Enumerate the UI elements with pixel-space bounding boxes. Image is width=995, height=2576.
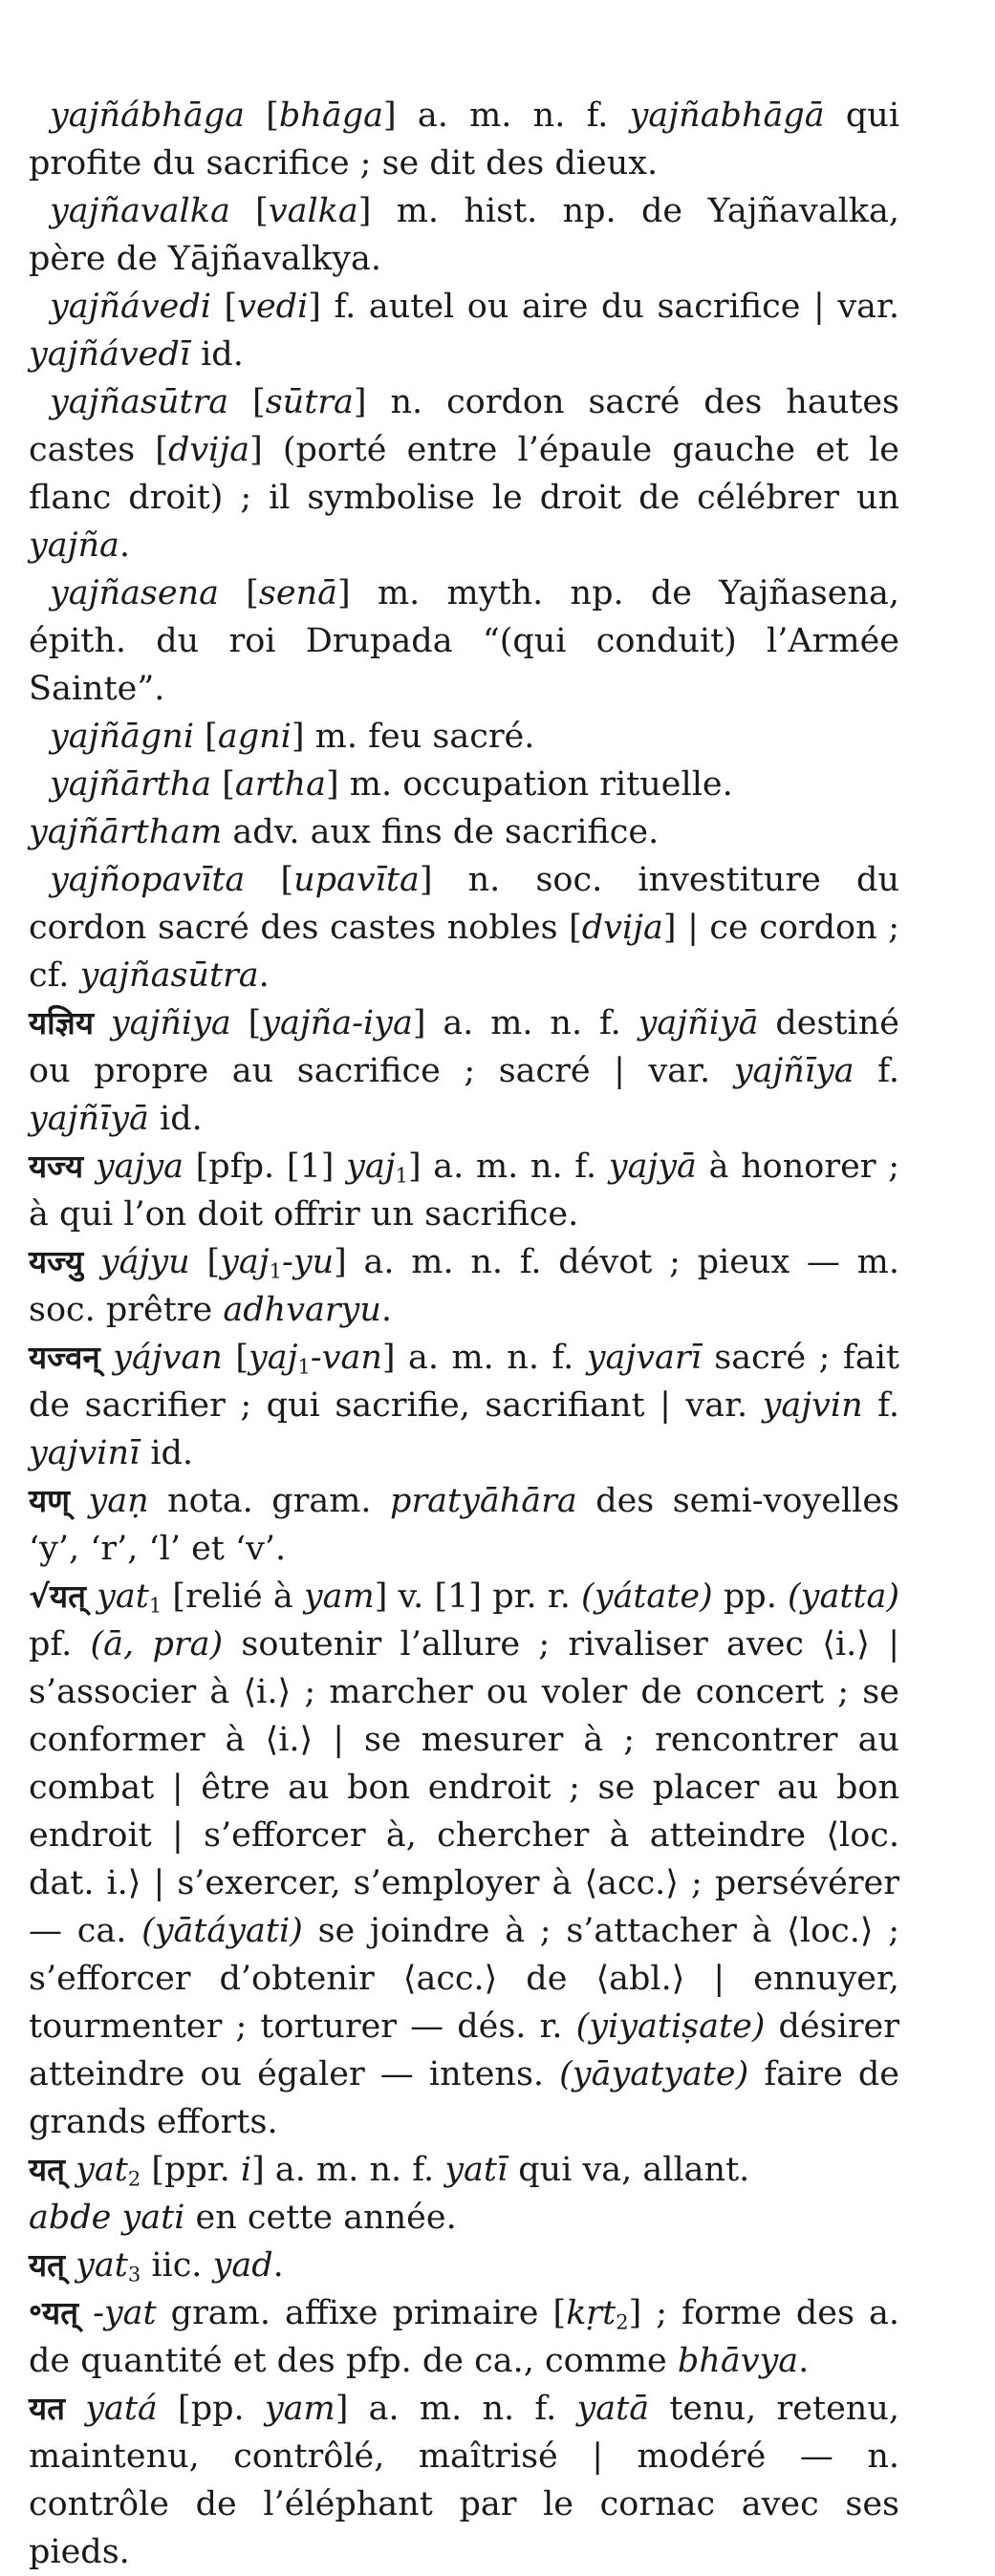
transliteration: abde yati [29, 2199, 185, 2237]
transliteration: (yiyatiṣate) [575, 2007, 766, 2046]
entry-text [94, 1004, 111, 1042]
entry-text: [ [222, 1339, 249, 1377]
entry-text: sacré ; fait de sacrifier ; qui sacrifie, sacrifiant | var. [29, 1339, 899, 1425]
entry-text: ] a. m. n. f. [412, 1004, 638, 1042]
dictionary-entry [29, 1477, 899, 1573]
dictionary-entry [29, 1143, 899, 1238]
homonym-index: 1 [148, 1594, 162, 1618]
devanagari-headword: यत [29, 2390, 65, 2427]
dictionary-entry [29, 378, 899, 569]
transliteration: yajñasūtra [50, 383, 229, 421]
transliteration: pratyāhāra [390, 1482, 577, 1520]
entry-text: . [272, 2246, 284, 2285]
dictionary-entry [29, 713, 899, 761]
entry-text: [ [229, 192, 269, 230]
transliteration: yajña [29, 526, 119, 565]
entry-text: se joindre à ; s’attacher à ⟨loc.⟩ ; s’efforcer d’obtenir ⟨acc.⟩ de ⟨abl.⟩ | ennuyer, tourmenter ; torturer — dés. r. [29, 1912, 899, 2046]
entry-text: ] | ce cordon ; cf. [29, 909, 899, 995]
entry-text: [pfp. [1] [183, 1148, 347, 1186]
transliteration: kṛt [566, 2294, 616, 2332]
dictionary-entry [29, 856, 899, 999]
entry-text: f. [854, 1052, 899, 1090]
transliteration: yaṇ [88, 1482, 149, 1520]
entry-text: à honorer ; à qui l’on doit offrir un sacrifice. [29, 1148, 900, 1234]
entry-text: f. [862, 1386, 899, 1425]
entry-text: . [380, 1291, 393, 1329]
entry-text [83, 1148, 96, 1186]
dictionary-entry [29, 92, 899, 187]
dictionary-entry [29, 761, 899, 808]
transliteration: yat [76, 2246, 128, 2285]
transliteration: yajñabhāgā [629, 97, 825, 135]
devanagari-headword: यज्ञिय [29, 1004, 94, 1041]
entry-text: . [798, 2342, 810, 2380]
entry-text: [relié à [162, 1578, 304, 1616]
entry-text: [ [218, 574, 259, 612]
dictionary-entry [29, 999, 899, 1143]
entry-text: [ [194, 718, 218, 756]
transliteration: yat [76, 2151, 128, 2189]
entry-text: . [258, 956, 270, 995]
entry-text: [ [211, 765, 235, 804]
transliteration: sūtra [265, 383, 354, 421]
entry-text: nota. gram. [148, 1482, 391, 1520]
devanagari-headword: यत् [29, 2246, 65, 2284]
transliteration: yajñávedī [29, 335, 190, 374]
transliteration: yajñārtha [50, 765, 212, 804]
entry-text: . [119, 526, 131, 565]
entry-text: ] a. m. n. f. [382, 97, 630, 135]
entry-text: id. [148, 1100, 203, 1138]
entry-text: en cette année. [184, 2199, 457, 2237]
transliteration: yajñīya [733, 1052, 854, 1090]
entry-text: ] a. m. n. f. [407, 1148, 609, 1186]
transliteration: yajñasena [50, 574, 219, 612]
entry-text [65, 2390, 85, 2428]
transliteration: i [240, 2151, 252, 2189]
entry-text: tenu, retenu, maintenu, contrôlé, maîtrisé | modéré — n. contrôle de l’éléphant par le cornac avec ses pieds. [29, 2390, 899, 2571]
transliteration: yatī [444, 2151, 508, 2189]
entry-text: id. [189, 335, 244, 374]
homonym-index: 1 [297, 1355, 311, 1379]
transliteration: yaj [220, 1243, 270, 1281]
transliteration: -yat [93, 2294, 157, 2332]
transliteration: yajñīyā [29, 1100, 149, 1138]
transliteration: (yatta) [788, 1578, 899, 1616]
dictionary-entry [29, 2194, 899, 2242]
entry-text: ] a. m. n. f. [381, 1339, 587, 1377]
homonym-index: 2 [127, 2167, 141, 2191]
entry-text: soutenir l’allure ; rivaliser avec ⟨i.⟩ | s’associer à ⟨i.⟩ ; marcher ou voler de concert ; se conformer à ⟨i.⟩ | se mesurer à ; rencontrer au combat | être au bon endroit ; se placer au bon endroit | s’efforcer à, chercher à atteindre ⟨loc. dat. i.⟩ | s’exercer, s’employer à ⟨acc.⟩ ; persévérer — ca. [29, 1625, 899, 1950]
transliteration: (ā, pra) [90, 1625, 224, 1664]
transliteration: yájvan [113, 1339, 223, 1377]
dictionary-entry [29, 283, 899, 378]
transliteration: yajña-iya [261, 1004, 413, 1042]
entry-text: destiné ou propre au sacrifice ; sacré | var. [29, 1004, 899, 1090]
dictionary-entry [29, 1334, 899, 1477]
entry-text: ] a. m. n. f. [335, 2390, 577, 2428]
entry-text: [ppr. [141, 2151, 241, 2189]
transliteration: yatá [85, 2390, 158, 2428]
entry-text: ] a. m. n. f. [251, 2151, 445, 2189]
transliteration: (yāyatyate) [559, 2055, 749, 2093]
homonym-index: 2 [616, 2310, 629, 2334]
entry-text: ] v. [1] pr. r. [374, 1578, 582, 1616]
entry-text: adv. aux fins de sacrifice. [222, 813, 660, 851]
entry-text: ] n. soc. investiture du cordon sacré des castes nobles [ [29, 861, 900, 947]
entry-text [70, 1482, 88, 1520]
entry-text: pp. [712, 1578, 789, 1616]
transliteration: (yātáyati) [141, 1912, 303, 1950]
homonym-index: 1 [269, 1259, 282, 1283]
entry-text [83, 1243, 100, 1281]
transliteration: -van [310, 1339, 382, 1377]
transliteration: dvija [581, 909, 663, 947]
entry-text: qui va, allant. [508, 2151, 750, 2189]
transliteration: bhāvya [677, 2342, 799, 2380]
transliteration: agni [217, 718, 292, 756]
entry-text [65, 2246, 76, 2285]
entry-text: désirer atteindre ou égaler — intens. [29, 2007, 899, 2093]
transliteration: yatā [576, 2390, 650, 2428]
transliteration: senā [258, 574, 338, 612]
entry-text [65, 2151, 76, 2189]
entry-text: ] m. feu sacré. [291, 718, 535, 756]
entry-text: ] m. myth. np. de Yajñasena, épith. du roi Drupada “(qui conduit) l’Armée Sainte”. [29, 574, 899, 708]
transliteration: bhāga [278, 97, 383, 135]
homonym-index: 3 [127, 2263, 141, 2286]
transliteration: yajñiya [110, 1004, 231, 1042]
transliteration: upavīta [293, 861, 420, 899]
entry-text: [ [228, 383, 266, 421]
entry-text [100, 1339, 113, 1377]
dictionary-entry [29, 2242, 899, 2289]
dictionary-entry [29, 187, 899, 283]
transliteration: yajñiyā [638, 1004, 759, 1042]
devanagari-headword: यण् [29, 1482, 70, 1519]
transliteration: dvija [167, 431, 250, 469]
transliteration: (yátate) [581, 1578, 713, 1616]
dictionary-entry [29, 2289, 899, 2385]
entry-text: ] a. m. n. f. dévot ; pieux — m. soc. prêtre [29, 1243, 899, 1329]
transliteration: yajñārtham [29, 813, 223, 851]
devanagari-headword: यज्वन् [29, 1339, 100, 1376]
transliteration: yajñāgni [50, 718, 195, 756]
transliteration: yajvin [762, 1386, 863, 1425]
transliteration: -yu [282, 1243, 335, 1281]
entry-text: iic. [141, 2246, 213, 2285]
transliteration: yajyā [608, 1148, 697, 1186]
entry-text: [ [245, 861, 294, 899]
entry-text: id. [140, 1434, 194, 1472]
transliteration: yaj [346, 1148, 396, 1186]
dictionary-entry [29, 2385, 899, 2576]
transliteration: yájyu [99, 1243, 190, 1281]
entry-text: [ [230, 1004, 262, 1042]
entry-text [86, 1578, 97, 1616]
transliteration: yajya [95, 1148, 184, 1186]
entry-text: ] m. hist. np. de Yajñavalka, père de Yājñavalkya. [29, 192, 899, 278]
transliteration: yat [97, 1578, 149, 1616]
transliteration: yajñábhāga [50, 97, 245, 135]
entry-text: gram. affixe primaire [ [156, 2294, 567, 2332]
entry-text [78, 2294, 93, 2332]
transliteration: vedi [237, 288, 309, 326]
transliteration: valka [268, 192, 358, 230]
entry-text: ] m. occupation rituelle. [325, 765, 733, 804]
transliteration: yaj [249, 1339, 298, 1377]
dictionary-entry [29, 1238, 899, 1334]
entry-text: faire de grands efforts. [29, 2055, 899, 2141]
transliteration: yajñasūtra [79, 956, 259, 995]
devanagari-headword: √यत् [29, 1578, 86, 1615]
transliteration: adhvaryu [223, 1291, 381, 1329]
dictionary-entry [29, 2146, 899, 2194]
transliteration: yajvarī [586, 1339, 702, 1377]
transliteration: yam [303, 1578, 375, 1616]
entry-text: ] f. autel ou aire du sacrifice | var. [308, 288, 899, 326]
transliteration: yajñopavīta [50, 861, 246, 899]
dictionary-entry [29, 1573, 899, 2146]
entry-text: pf. [29, 1625, 91, 1664]
transliteration: yad [212, 2246, 273, 2285]
entry-text: ] n. cordon sacré des hautes castes [ [29, 383, 900, 469]
transliteration: artha [234, 765, 326, 804]
devanagari-headword: यत् [29, 2151, 65, 2188]
entry-text: [pp. [157, 2390, 265, 2428]
transliteration: yajñavalka [50, 192, 230, 230]
transliteration: yajñávedi [50, 288, 211, 326]
dictionary-entry [29, 808, 899, 856]
entry-text: ] ; forme des a. de quantité et des pfp. de ca., comme [29, 2294, 899, 2380]
entry-text: des semi-voyelles ‘y’, ‘r’, ‘l’ et ‘v’. [29, 1482, 899, 1568]
transliteration: yajvinī [29, 1434, 141, 1472]
entry-text: [ [210, 288, 238, 326]
entry-text: [ [244, 97, 279, 135]
devanagari-headword: यज्यु [29, 1243, 84, 1280]
entry-text: ] (porté entre l’épaule gauche et le flanc droit) ; il symbolise le droit de célébrer un [29, 431, 900, 517]
entry-text: [ [189, 1243, 221, 1281]
transliteration: yam [264, 2390, 335, 2428]
entry-text: qui profite du sacrifice ; se dit des dieux. [29, 97, 900, 182]
homonym-index: 1 [395, 1164, 408, 1188]
devanagari-headword: ॰यत् [29, 2294, 79, 2331]
dictionary-entry [29, 569, 899, 713]
devanagari-headword: यज्य [29, 1148, 84, 1185]
